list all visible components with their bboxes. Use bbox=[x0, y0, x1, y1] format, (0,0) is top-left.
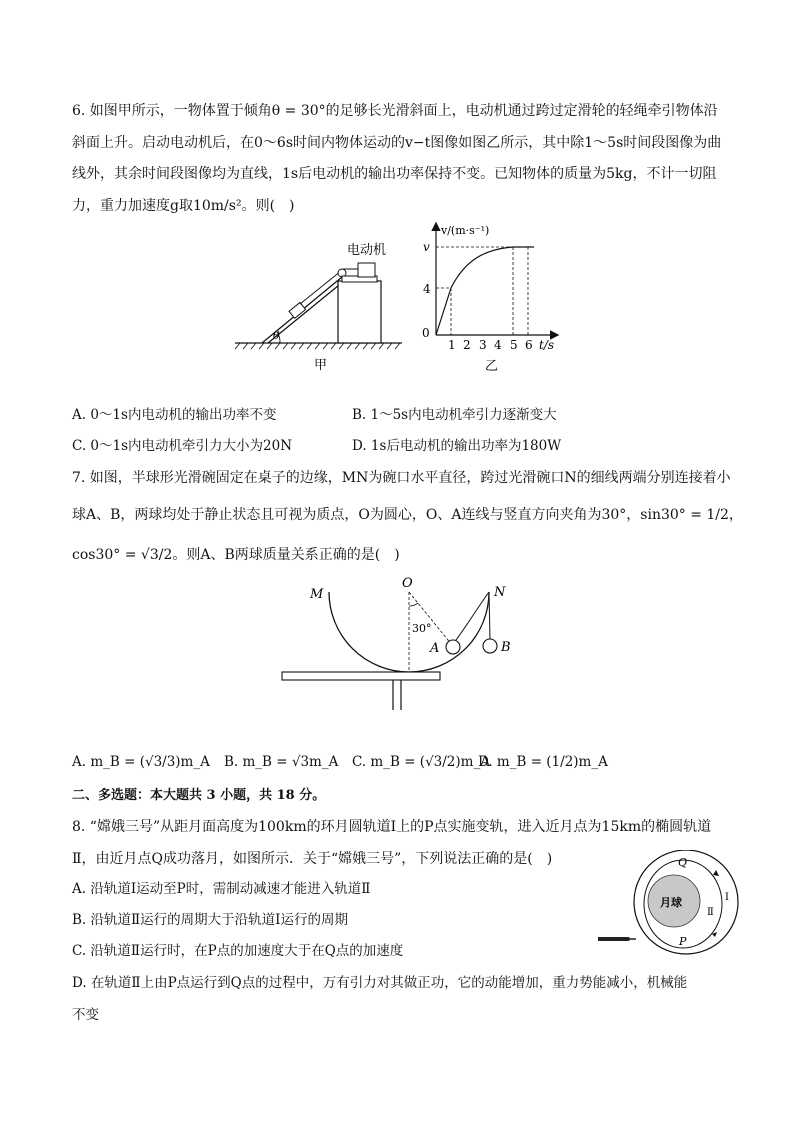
q7-stem-line-3: cos30° = √3/2。则A、B两球质量关系正确的是( ) bbox=[72, 547, 400, 563]
q8-option-d-line-2: 不变 bbox=[72, 1007, 99, 1023]
q8-stem-line-2: Ⅱ，由近月点Q成功落月，如图所示．关于“嫦娥三号”，下列说法正确的是( ) bbox=[72, 851, 553, 867]
figure-yi-caption: 乙 bbox=[485, 359, 499, 372]
q8-option-b[interactable]: B. 沿轨道Ⅱ运行的周期大于沿轨道Ⅰ运行的周期 bbox=[72, 912, 349, 928]
q6-option-d[interactable]: D. 1s后电动机的输出功率为180W bbox=[352, 438, 562, 454]
point-p-label: P bbox=[679, 935, 687, 948]
q7-figure-bowl bbox=[270, 570, 530, 715]
x-tick-3: 3 bbox=[479, 338, 487, 352]
orbit-2-label: Ⅱ bbox=[707, 907, 714, 918]
spacecraft-icon bbox=[598, 937, 636, 941]
x-tick-4: 4 bbox=[494, 338, 502, 352]
q6-figure-jia bbox=[230, 232, 415, 372]
ball-b-label: B bbox=[501, 640, 511, 655]
orbit-1-label: Ⅰ bbox=[725, 892, 729, 903]
y-tick-v: v bbox=[423, 240, 430, 254]
motor-label: 电动机 bbox=[347, 243, 387, 258]
x-tick-1: 1 bbox=[448, 338, 456, 352]
q6-option-b[interactable]: B. 1～5s内电动机牵引力逐渐变大 bbox=[352, 407, 557, 423]
section-2-title: 二、多选题：本大题共 3 小题，共 18 分。 bbox=[72, 788, 326, 803]
moon-label: 月球 bbox=[660, 896, 682, 909]
q7-option-b[interactable]: B. m_B = √3m_A bbox=[224, 754, 339, 770]
q6-option-c[interactable]: C. 0～1s内电动机牵引力大小为20N bbox=[72, 438, 293, 454]
angle-30-label: 30° bbox=[412, 622, 432, 635]
figure-jia-caption: 甲 bbox=[314, 358, 328, 372]
q8-option-a[interactable]: A. 沿轨道Ⅰ运动至P时，需制动减速才能进入轨道Ⅱ bbox=[72, 881, 371, 897]
point-m-label: M bbox=[310, 587, 324, 602]
q8-figure-orbits bbox=[594, 850, 744, 962]
q6-stem-line-2: 斜面上升。启动电动机后，在0～6s时间内物体运动的v−t图像如图乙所示，其中除1～5s时间段图像为曲 bbox=[72, 135, 722, 151]
q6-figure-yi-vt-graph bbox=[417, 220, 567, 372]
point-q-label: Q bbox=[678, 856, 688, 869]
q6-stem-line-3: 线外，其余时间段图像均为直线，1s后电动机的输出功率保持不变。已知物体的质量为5kg，不计一切阻 bbox=[72, 166, 717, 182]
q6-stem-line-4: 力，重力加速度g取10m/s²。则( ) bbox=[72, 198, 295, 214]
y-tick-4: 4 bbox=[423, 282, 431, 296]
point-n-label: N bbox=[494, 585, 506, 600]
q6-option-a[interactable]: A. 0～1s内电动机的输出功率不变 bbox=[72, 407, 277, 423]
q6-stem-line-1: 6. 如图甲所示，一物体置于倾角θ = 30°的足够长光滑斜面上，电动机通过跨过定滑轮的轻绳牵引物体沿 bbox=[72, 103, 718, 119]
x-tick-5: 5 bbox=[510, 338, 518, 352]
x-tick-2: 2 bbox=[463, 338, 471, 352]
q7-option-c[interactable]: C. m_B = (√3/2)m_A bbox=[352, 754, 490, 770]
q8-stem-line-1: 8. “嫦娥三号”从距月面高度为100km的环月圆轨道Ⅰ上的P点实施变轨，进入近月点为15km的椭圆轨道 bbox=[72, 819, 712, 835]
point-o-label: O bbox=[402, 576, 413, 591]
q7-option-d[interactable]: D. m_B = (1/2)m_A bbox=[478, 754, 608, 770]
q8-option-c[interactable]: C. 沿轨道Ⅱ运行时，在P点的加速度大于在Q点的加速度 bbox=[72, 943, 404, 959]
q8-option-d-line-1[interactable]: D. 在轨道Ⅱ上由P点运行到Q点的过程中，万有引力对其做正功，它的动能增加，重力势能减小，机械能 bbox=[72, 975, 688, 991]
q7-option-a[interactable]: A. m_B = (√3/3)m_A bbox=[72, 754, 210, 770]
y-axis-label: v/(m·s⁻¹) bbox=[441, 224, 490, 237]
angle-theta-label: θ bbox=[273, 329, 280, 342]
q7-stem-line-2: 球A、B，两球均处于静止状态且可视为质点，O为圆心，O、A连线与竖直方向夹角为30°，sin30° = 1/2， bbox=[72, 507, 743, 523]
y-tick-0: 0 bbox=[422, 326, 430, 340]
ball-a-label: A bbox=[430, 641, 440, 656]
x-tick-6: 6 bbox=[525, 338, 533, 352]
q7-stem-line-1: 7. 如图，半球形光滑碗固定在桌子的边缘，MN为碗口水平直径，跨过光滑碗口N的细线两端分别连接着小 bbox=[72, 470, 731, 486]
x-axis-label: t/s bbox=[539, 338, 555, 352]
